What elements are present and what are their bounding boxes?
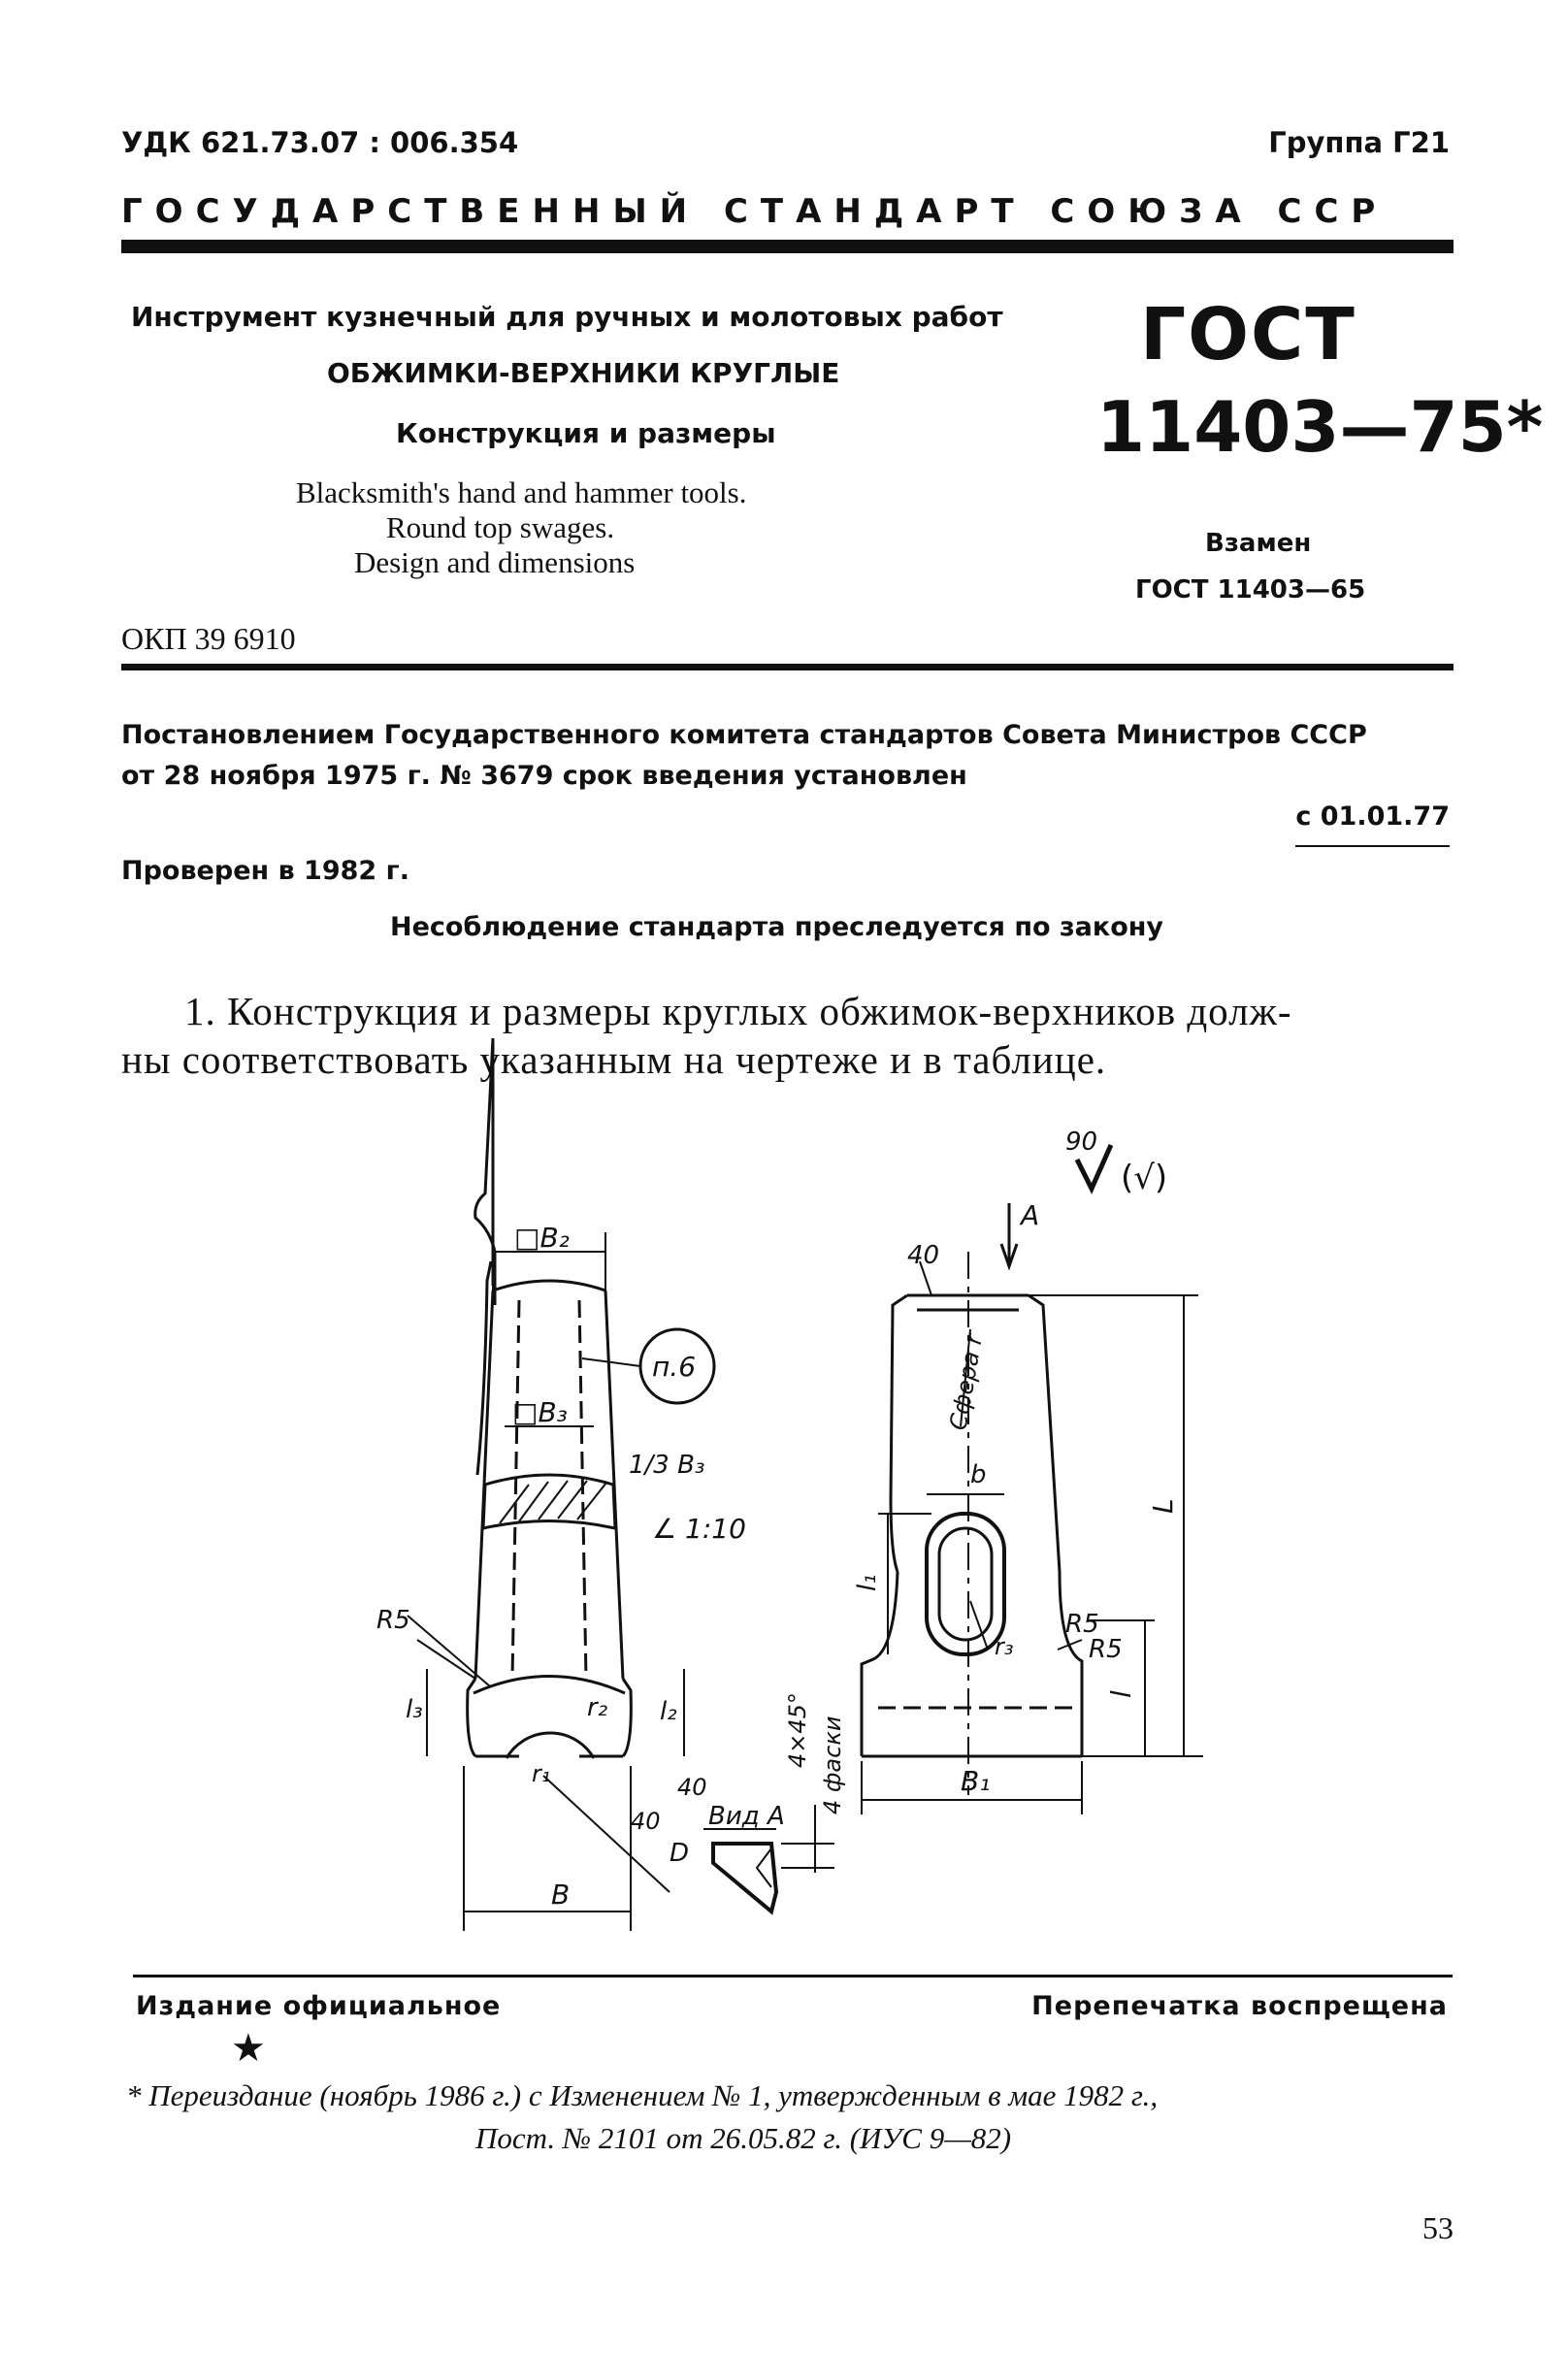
decree-line2: от 28 ноября 1975 г. № 3679 срок введения установлен — [121, 761, 967, 791]
checked-year: Проверен в 1982 г. — [121, 856, 409, 886]
udk-code: УДК 621.73.07 : 006.354 — [121, 126, 519, 159]
label-chamfer2: 4 фаски — [819, 1716, 846, 1814]
label-r3: r₃ — [995, 1633, 1014, 1660]
group-code: Группа Г21 — [1268, 126, 1450, 159]
label-r2: r₂ — [587, 1693, 608, 1722]
label-vid-a: Вид А — [708, 1802, 785, 1831]
paragraph-1-line1: 1. Конструкция и размеры круглых обжимок-верхников долж- — [184, 989, 1292, 1033]
label-l-big: L — [1147, 1498, 1179, 1514]
label-taper: ∠ 1:10 — [652, 1513, 746, 1545]
replaces-value: ГОСТ 11403—65 — [1135, 575, 1366, 605]
label-l3: l₃ — [406, 1695, 423, 1724]
page-number: 53 — [1422, 2210, 1454, 2245]
official-edition: Издание официальное — [136, 1991, 502, 2021]
decree-date: с 01.01.77 — [1295, 801, 1450, 847]
no-reprint: Перепечатка воспрещена — [1031, 1991, 1448, 2021]
roughness-paren: (√) — [1121, 1159, 1168, 1197]
label-r1: r₁ — [532, 1760, 551, 1787]
title-en2: Round top swages. — [386, 510, 615, 544]
gost-number: 11403—75* — [1096, 386, 1544, 468]
gost-label: ГОСТ — [1140, 293, 1356, 376]
title-line1: Инструмент кузнечный для ручных и молотовых работ — [131, 301, 1003, 333]
state-standard-title: ГОСУДАРСТВЕННЫЙ СТАНДАРТ СОЮЗА ССР — [121, 192, 1388, 231]
reissue-note-line1: * Переиздание (ноябрь 1986 г.) с Изменением № 1, утвержденным в мае 1982 г., — [126, 2078, 1159, 2112]
footer-rule — [133, 1975, 1453, 1977]
paragraph-1-line2: ны соответствовать указанным на чертеже и в таблице. — [121, 1037, 1107, 1082]
label-l2: l₂ — [660, 1697, 677, 1726]
title-en3: Design and dimensions — [354, 545, 636, 579]
law-notice: Несоблюдение стандарта преследуется по закону — [390, 912, 1164, 942]
star-icon: ★ — [231, 2026, 266, 2071]
label-p6: п.6 — [652, 1351, 697, 1383]
label-a: A — [1021, 1199, 1040, 1231]
label-b2: □B₂ — [514, 1222, 570, 1254]
label-r5-b: R5 — [1089, 1635, 1123, 1664]
title-line2: ОБЖИМКИ-ВЕРХНИКИ КРУГЛЫЕ — [327, 357, 840, 389]
reissue-note-line2: Пост. № 2101 от 26.05.82 г. (ИУС 9—82) — [475, 2121, 1012, 2155]
replaces-label: Взамен — [1205, 529, 1312, 558]
label-d: D — [670, 1839, 690, 1868]
okp-code: ОКП 39 6910 — [121, 621, 296, 656]
label-chamfer: 4×45° — [784, 1692, 811, 1768]
label-third-b3: 1/3 B₃ — [629, 1451, 705, 1480]
label-small-b: b — [970, 1460, 987, 1489]
roughness-value: 90 — [1065, 1127, 1098, 1157]
label-l-small: l — [1105, 1690, 1137, 1698]
label-b3: □B₃ — [512, 1396, 568, 1428]
label-sphere: Сфера r — [944, 1332, 989, 1433]
label-40-a: 40 — [677, 1774, 707, 1801]
label-40-b: 40 — [631, 1808, 661, 1835]
title-en1: Blacksmith's hand and hammer tools. — [296, 475, 747, 509]
label-l1: l₁ — [853, 1574, 882, 1591]
label-r5-a: R5 — [1065, 1610, 1099, 1639]
label-b: B — [551, 1879, 571, 1911]
decree-line1: Постановлением Государственного комитета стандартов Совета Министров СССР — [121, 720, 1367, 750]
label-r5-left: R5 — [376, 1606, 410, 1635]
label-b1: B₁ — [961, 1765, 991, 1797]
label-40-top: 40 — [907, 1241, 940, 1270]
title-line3: Конструкция и размеры — [396, 417, 776, 449]
